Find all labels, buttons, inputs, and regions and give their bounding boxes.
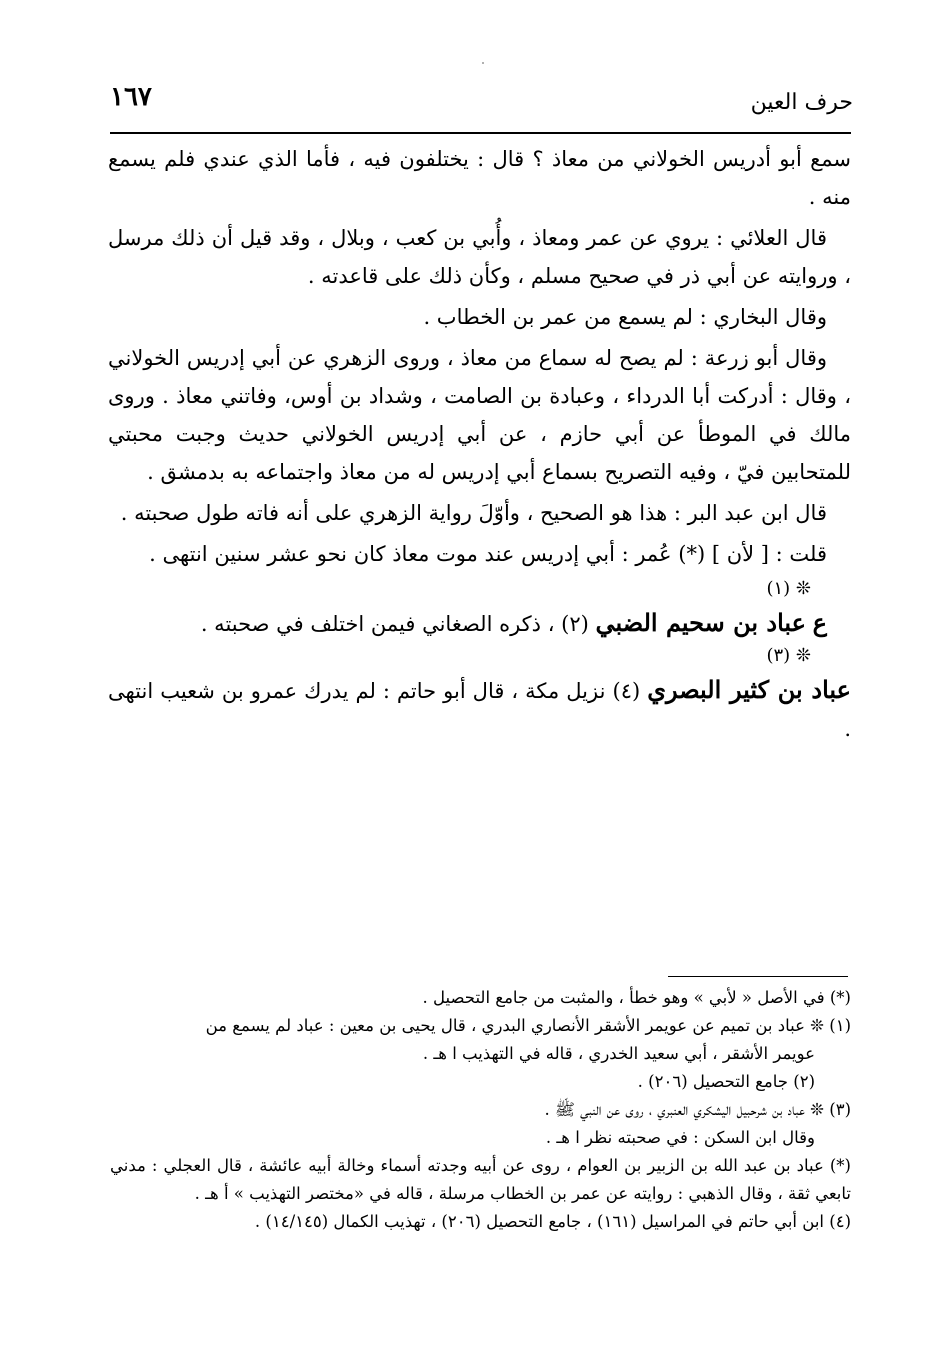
page-number: ١٦٧: [110, 82, 152, 112]
paragraph: قال العلائي : يروي عن عمر ومعاذ ، وأُبي بن كعب ، وبلال ، وقد قيل أن ذلك مرسل ، وروايته عن أبي ذر في صحيح مسلم ، وكأن ذلك على قاعدته .: [108, 226, 851, 288]
entry-separator: ❊ (٣): [766, 645, 811, 666]
footnote: (٤) ابن أبي حاتم في المراسيل (١٦١) ، جامع التحصيل (٢٠٦) ، تهذيب الكمال (١٤/١٤٥) .: [254, 1212, 851, 1231]
paragraph: سمع أبو أدريس الخولاني من معاذ ؟ قال : يختلفون فيه ، فأما الذي عندي فلم يسمع منه .: [108, 147, 851, 209]
entry-name: عباد بن كثير البصري: [647, 675, 851, 704]
entry-prefix: ع: [812, 608, 827, 637]
paragraph: قال ابن عبد البر : هذا هو الصحيح ، وأوّلَ رواية الزهري على أنه فاته طول صحبته .: [120, 501, 827, 525]
paragraph: قلت : [ لأن ] (*) عُمر : أبي إدريس عند موت معاذ كان نحو عشر سنين انتهى .: [149, 542, 827, 566]
footnote-continuation: عويمر الأشقر ، أبي سعيد الخدري ، قاله في التهذيب ا هـ .: [422, 1044, 815, 1063]
footnote-ref: (٤): [612, 679, 641, 703]
footnote-rule: [668, 976, 848, 977]
header-rule: [110, 132, 851, 134]
entry-separator: ❊ (١): [766, 578, 811, 599]
paragraph: وقال البخاري : لم يسمع من عمر بن الخطاب .: [423, 305, 827, 329]
footnote: (*) في الأصل « لأبي » وهو خطأ ، والمثبت من جامع التحصيل .: [422, 988, 851, 1007]
footnote: (٣) ❊ عباد بن شرحبيل اليشكري العنبري ، روى عن النبي ﷺ .: [544, 1100, 851, 1119]
main-text: [108, 140, 851, 748]
running-title: حرف العين: [750, 90, 853, 115]
footnote: (*) عباد بن عبد الله بن الزبير بن العوام ، روى عن أبيه وجدته أسماء وخالة أبيه عائشة ، قال العجلي : مدني تابعي ثقة ، وقال الذهبي : روايته عن عمر بن الخطاب مرسلة ، قاله في «مختصر التهذيب » أ هـ .: [110, 1156, 851, 1203]
entry-text: نزيل مكة ، قال أبو حاتم : لم يدرك عمرو بن شعيب انتهى .: [108, 679, 851, 741]
entry-text: ، ذكره الصغاني فيمن اختلف في صحبته .: [200, 612, 555, 636]
entry-name: عباد بن سحيم الضبي: [595, 608, 806, 637]
paragraph: وقال أبو زرعة : لم يصح له سماع من معاذ ، وروى الزهري عن أبي إدريس الخولاني ، وقال : أدركت أبا الدرداء ، وعبادة بن الصامت ، وشداد بن أوس، وفاتني معاذ . وروى مالك في الموطأ عن أبي حازم ، عن أبي إدريس الخولاني حديث وجبت محبتي للمتحابين فيّ ، وفيه التصريح بسماع أبي إدريس له من معاذ واجتماعه به بدمشق .: [108, 346, 851, 484]
footnote-continuation: وقال ابن السكن : في صحبته نظر ا هـ .: [545, 1128, 815, 1147]
entry-abbad-bin-kathir: [108, 671, 851, 748]
footnotes: [110, 984, 851, 1236]
footnote: (٢) جامع التحصيل (٢٠٦) .: [637, 1072, 815, 1091]
footnote-ref: (٢): [561, 612, 589, 636]
scan-speck: [482, 62, 484, 64]
entry-abbad-bin-suhaym: [108, 604, 851, 643]
page-header: [110, 82, 853, 126]
footnote: (١) ❊ عباد بن تميم عن عويمر الأشقر الأنصاري البدري ، قال يحيى بن معين : عباد لم يسمع من: [205, 1016, 851, 1035]
